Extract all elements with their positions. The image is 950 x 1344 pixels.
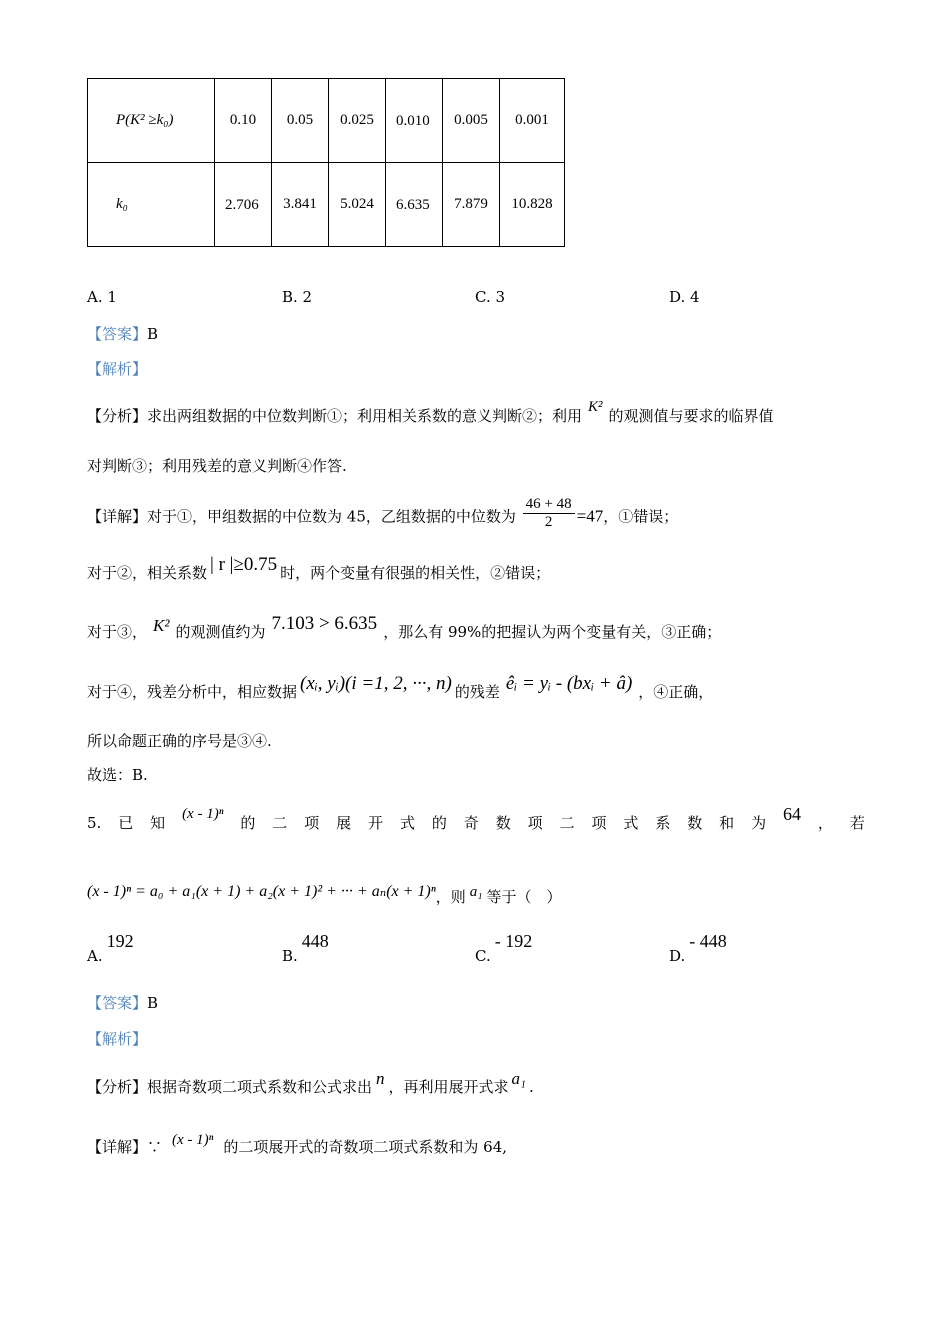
analysis-text: . [528,1078,534,1096]
table-row-label: k₀ [88,163,215,247]
q5-answer-line [87,992,158,1013]
table-cell [386,79,443,163]
q4-choose: 故选：B. [87,766,148,784]
table-cell: 0.10 [215,79,272,163]
q4-option-a: A. 1 [87,288,117,306]
stem-char: 式 [623,814,639,832]
q5-stem-line2 [87,883,562,907]
table-cell: 7.879 [443,163,500,247]
q4-detail-line3 [87,613,722,643]
answer-tag: 【答案】 [87,994,148,1012]
q5-jiexi-tag: 【解析】 [87,1030,148,1048]
table-cell: 10.828 [500,163,565,247]
q4-analysis-line1 [87,399,774,426]
detail-tag: 【详解】 [87,507,148,526]
table-cell: 0.005 [443,79,500,163]
table-cell-text: 2.706 [225,196,259,213]
q5-option-c [475,931,533,966]
critical-value-table [87,78,565,247]
q4-answer-line [87,323,158,344]
question-number: 5. [87,814,102,832]
stem-char: 展 [336,814,352,832]
q5-option-d [669,931,727,966]
stem-char: 项 [591,814,607,832]
detail-text: ，①错误； [603,507,679,526]
table-cell: 3.841 [272,163,329,247]
answer-tag: 【答案】 [87,325,148,343]
expansion-identity: (x - 1)ⁿ = a₀ + a₁(x + 1) + a₂(x + 1)² + ··· + aₙ(x + 1)ⁿ [87,883,436,900]
stem-char: 的 [240,814,256,832]
detail-text: ，那么有 99%的把握认为两个变量有关，③正确； [383,623,722,641]
observed-vs-critical-math: 7.103 > 6.635 [271,613,378,634]
stem-char: 开 [368,814,384,832]
stem-char: 若 [849,814,865,832]
option-label: A. [87,947,103,965]
table-cell [386,163,443,247]
option-label: B. [282,947,298,965]
stem-char: ， [817,814,833,832]
stem-char: 二 [272,814,288,832]
sum-value: 64 [783,804,802,824]
table-row-label: P(K² ≥k₀) [88,79,215,163]
fraction-denominator: 2 [544,514,553,530]
fraction-numerator: 46 + 48 [523,496,575,514]
stem-char: 数 [495,814,511,832]
because-symbol: ∵ [147,1138,163,1156]
stem-char: 项 [304,814,320,832]
q4-option-b: B. 2 [282,288,313,306]
k-squared-symbol: K² [153,616,170,635]
answer-value: B [147,325,159,343]
a1-symbol: a₁ [469,884,483,900]
analysis-text: 求出两组数据的中位数判断①；利用相关系数的意义判断②；利用 [147,407,583,425]
option-value: - 192 [494,931,533,951]
analysis-text: 根据奇数项二项式系数和公式求出 [147,1078,373,1096]
option-value: - 448 [689,931,727,951]
detail-text: 的观测值约为 [175,623,266,641]
answer-value: B [147,994,159,1012]
median-fraction [523,496,575,531]
option-label: C. [475,947,491,965]
a1-symbol: a₁ [511,1069,526,1088]
table-cell-text: 0.010 [396,112,430,129]
q4-conclusion: 所以命题正确的序号是③④. [87,732,272,750]
binomial-expression: (x - 1)ⁿ [182,806,224,822]
q5-option-b [282,931,329,966]
data-pair-math: (xᵢ, yᵢ)(i =1, 2, ···, n) [300,673,452,694]
table-cell: 0.025 [329,79,386,163]
analysis-text: 的观测值与要求的临界值 [608,407,774,425]
k-squared-symbol: K² [588,399,603,415]
residual-math: êᵢ = yᵢ - (bxᵢ + â) [505,673,633,694]
binomial-expression: (x - 1)ⁿ [172,1132,214,1148]
analysis-tag: 【分析】 [87,1078,148,1096]
stem-char: 知 [150,814,166,832]
stem-char: 系 [655,814,671,832]
stem-char: 项 [527,814,543,832]
q5-detail-line [87,1132,508,1157]
equals-47: =47 [576,506,604,526]
q5-stem-line1 [87,804,865,833]
stem-text: ，则 [435,888,466,906]
stem-char: 二 [559,814,575,832]
detail-text: 对于①，甲组数据的中位数为 45，乙组数据的中位数为 [147,507,516,526]
table-cell [215,163,272,247]
q4-option-c: C. 3 [475,288,506,306]
stem-char: 已 [118,814,134,832]
option-value: 448 [301,931,329,951]
table-cell: 0.001 [500,79,565,163]
stem-char: 为 [751,814,767,832]
table-row [88,163,565,247]
q4-option-d: D. 4 [669,288,700,306]
detail-text: 的残差 [454,683,500,701]
table-cell: 5.024 [329,163,386,247]
detail-text: 对于②，相关系数 [87,564,208,582]
q5-analysis-line [87,1069,534,1097]
detail-text: 对于④，残差分析中，相应数据 [87,683,298,701]
stem-char: 奇 [463,814,479,832]
detail-text: 的二项展开式的奇数项二项式系数和为 64, [223,1138,508,1156]
q4-detail-line1 [87,496,679,535]
r-condition-math: | r |≥0.75 [210,554,278,575]
analysis-text: ，再利用展开式求 [388,1078,509,1096]
table-row [88,79,565,163]
detail-text: ，④正确， [638,683,714,701]
stem-char: 数 [687,814,703,832]
n-symbol: n [376,1069,385,1088]
q4-jiexi-tag: 【解析】 [87,360,148,378]
detail-text: 时，两个变量有很强的相关性，②错误； [280,564,551,582]
analysis-tag: 【分析】 [87,407,148,425]
stem-char: 的 [431,814,447,832]
table-cell: 0.05 [272,79,329,163]
q4-detail-line4 [87,673,714,703]
option-value: 192 [106,931,134,951]
q4-detail-line2 [87,554,551,584]
table-cell-text: 6.635 [396,196,430,213]
stem-char: 式 [399,814,415,832]
detail-tag: 【详解】 [87,1138,148,1156]
option-label: D. [669,947,686,965]
q5-option-a [87,931,134,966]
stem-text: 等于（ ） [486,888,562,906]
detail-text: 对于③， [87,623,148,641]
stem-char: 和 [719,814,735,832]
q4-analysis-line2: 对判断③；利用残差的意义判断④作答. [87,457,347,475]
